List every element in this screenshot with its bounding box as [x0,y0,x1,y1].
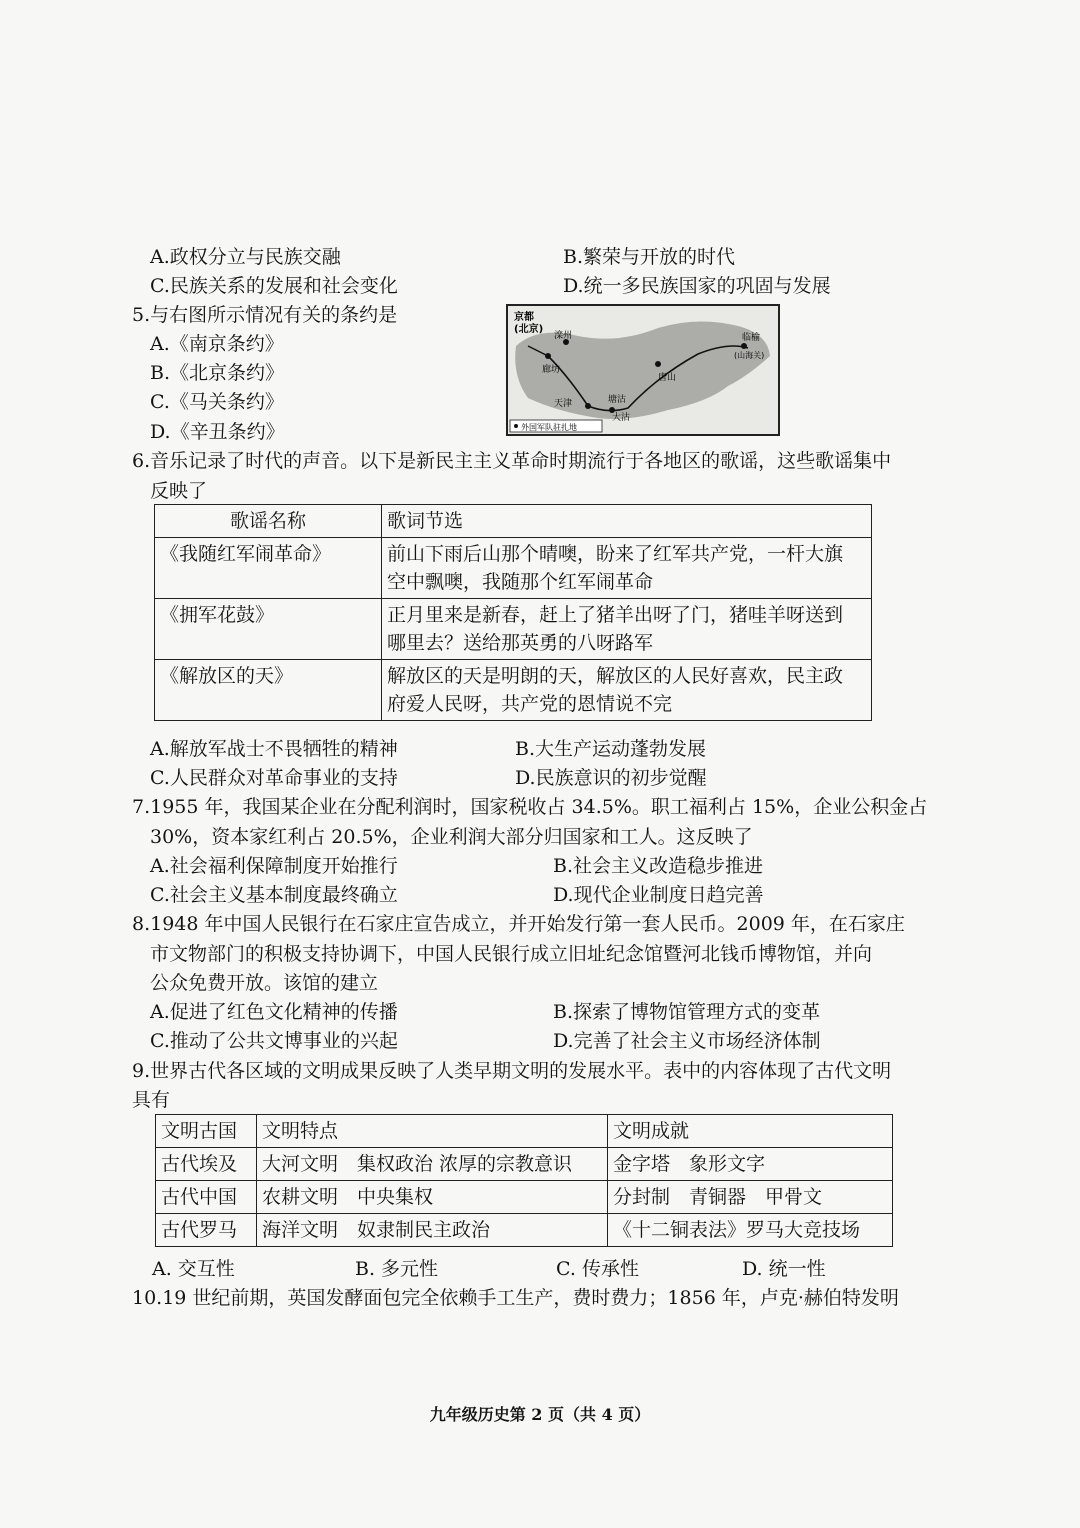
map-label-shanhaiguan: (山海关) [734,351,765,360]
table-row [156,1181,893,1214]
q5-option-b: B.《北京条约》 [150,362,285,384]
q8-option-d: D.完善了社会主义市场经济体制 [553,1030,821,1052]
map-label-tangshan: 唐山 [658,373,677,383]
map-label-linyu: 临榆 [742,333,761,343]
q9-stem-line2: 具有 [132,1089,171,1111]
table-row [156,1148,893,1181]
table-row [155,599,872,660]
q6-stem-line1: 6.音乐记录了时代的声音。以下是新民主主义革命时期流行于各地区的歌谣，这些歌谣集中 [132,450,892,472]
q6-lyric-line: 正月里来是新春，赶上了猪羊出呀了门，猪哇羊呀送到 [387,604,844,626]
q6-song-lyrics [382,538,872,599]
map-label-tianjin: 天津 [554,399,573,409]
q6-option-c: C.人民群众对革命事业的支持 [150,767,398,789]
table-header-row [155,505,872,538]
q6-song-lyrics [382,660,872,721]
q6-lyric-line: 空中飘噢，我随那个红军闹革命 [387,571,654,593]
map-label-tanggu: 塘沽 [608,395,627,405]
q6-header-name: 歌谣名称 [155,505,382,538]
q7-option-b: B.社会主义改造稳步推进 [553,855,764,877]
map-figure [508,306,778,434]
q9-stem-line1: 9.世界古代各区域的文明成果反映了人类早期文明的发展水平。表中的内容体现了古代文明 [132,1060,892,1082]
q6-song-name: 《拥军花鼓》 [155,599,382,660]
q6-song-name: 《我随红军闹革命》 [155,538,382,599]
q9-option-c: C. 传承性 [556,1258,639,1280]
q4-option-d: D.统一多民族国家的巩固与发展 [563,275,831,297]
map-point-linyu [741,343,747,349]
q7-option-d: D.现代企业制度日趋完善 [553,884,764,906]
map-legend-dot [514,424,518,428]
map-label-beijing: (北京) [514,324,544,335]
q8-stem-line2: 市文物部门的积极支持协调下，中国人民银行成立旧址纪念馆暨河北钱币博物馆，并向 [150,943,873,965]
q6-lyric-line: 府爱人民呀，共产党的恩情说不完 [387,693,673,715]
q5-map [506,304,780,436]
map-point-tianjin [585,403,591,409]
table-header-row [156,1115,893,1148]
q8-option-a: A.促进了红色文化精神的传播 [150,1001,398,1023]
q5-option-d: D.《辛丑条约》 [150,421,285,443]
q7-option-a: A.社会福利保障制度开始推行 [150,855,398,877]
q4-option-b: B.繁荣与开放的时代 [563,246,736,268]
q5-option-a: A.《南京条约》 [150,333,284,355]
map-point-tangshan [655,361,661,367]
page-footer: 九年级历史第 2 页（共 4 页） [429,1405,651,1424]
q6-stem-line2: 反映了 [150,480,208,502]
q6-option-b: B.大生产运动蓬勃发展 [515,738,707,760]
q9-header-achievement: 文明成就 [608,1115,893,1148]
table-cell: 金字塔 象形文字 [608,1148,893,1181]
table-cell: 农耕文明 中央集权 [257,1181,608,1214]
q9-header-country: 文明古国 [156,1115,257,1148]
q6-header-lyrics: 歌词节选 [382,505,872,538]
q6-song-table [154,504,872,721]
q9-option-b: B. 多元性 [355,1258,439,1280]
q5-stem: 5.与右图所示情况有关的条约是 [132,304,398,326]
q8-stem-line1: 8.1948 年中国人民银行在石家庄宣告成立，并开始发行第一套人民币。2009 年，在石家庄 [132,913,905,935]
q4-option-c: C.民族关系的发展和社会变化 [150,275,398,297]
q6-lyric-line: 解放区的天是明朗的天，解放区的人民好喜欢，民主政 [387,665,844,687]
q4-option-a: A.政权分立与民族交融 [150,246,341,268]
q6-option-a: A.解放军战士不畏牺牲的精神 [150,738,398,760]
table-cell: 大河文明 集权政治 浓厚的宗教意识 [257,1148,608,1181]
q7-option-c: C.社会主义基本制度最终确立 [150,884,398,906]
table-row [155,538,872,599]
q6-song-lyrics [382,599,872,660]
map-legend-text: 外国军队驻扎地 [521,423,577,432]
map-label-lanzhou: 滦州 [554,331,573,341]
q6-lyric-line: 哪里去？送给那英勇的八呀路军 [387,632,654,654]
table-cell: 分封制 青铜器 甲骨文 [608,1181,893,1214]
q8-stem-line3: 公众免费开放。该馆的建立 [150,972,379,994]
q7-stem-line1: 7.1955 年，我国某企业在分配利润时，国家税收占 34.5%。职工福利占 15%，企业公积金占 [132,796,928,818]
map-label-jingdu: 京都 [514,312,534,323]
table-row [155,660,872,721]
q5-option-c: C.《马关条约》 [150,391,284,413]
q9-civilization-table [155,1114,893,1247]
q6-lyric-line: 前山下雨后山那个晴噢，盼来了红军共产党，一杆大旗 [387,543,844,565]
table-cell: 古代埃及 [156,1148,257,1181]
map-label-dagu: 大沽 [612,413,631,423]
map-point-langfang [545,353,551,359]
table-row [156,1214,893,1247]
table-cell: 古代罗马 [156,1214,257,1247]
q10-stem-line1: 10.19 世纪前期，英国发酵面包完全依赖手工生产，费时费力；1856 年，卢克·赫伯特发明 [132,1287,899,1309]
q8-option-b: B.探索了博物馆管理方式的变革 [553,1001,821,1023]
map-label-langfang: 廊坊 [542,365,561,375]
q9-option-a: A. 交互性 [152,1258,235,1280]
table-cell: 古代中国 [156,1181,257,1214]
q9-header-feature: 文明特点 [257,1115,608,1148]
q7-stem-line2: 30%，资本家红利占 20.5%，企业利润大部分归国家和工人。这反映了 [150,826,753,848]
table-cell: 《十二铜表法》罗马大竞技场 [608,1214,893,1247]
table-cell: 海洋文明 奴隶制民主政治 [257,1214,608,1247]
q9-option-d: D. 统一性 [742,1258,826,1280]
q6-option-d: D.民族意识的初步觉醒 [515,767,707,789]
q6-song-name: 《解放区的天》 [155,660,382,721]
q8-option-c: C.推动了公共文博事业的兴起 [150,1030,398,1052]
